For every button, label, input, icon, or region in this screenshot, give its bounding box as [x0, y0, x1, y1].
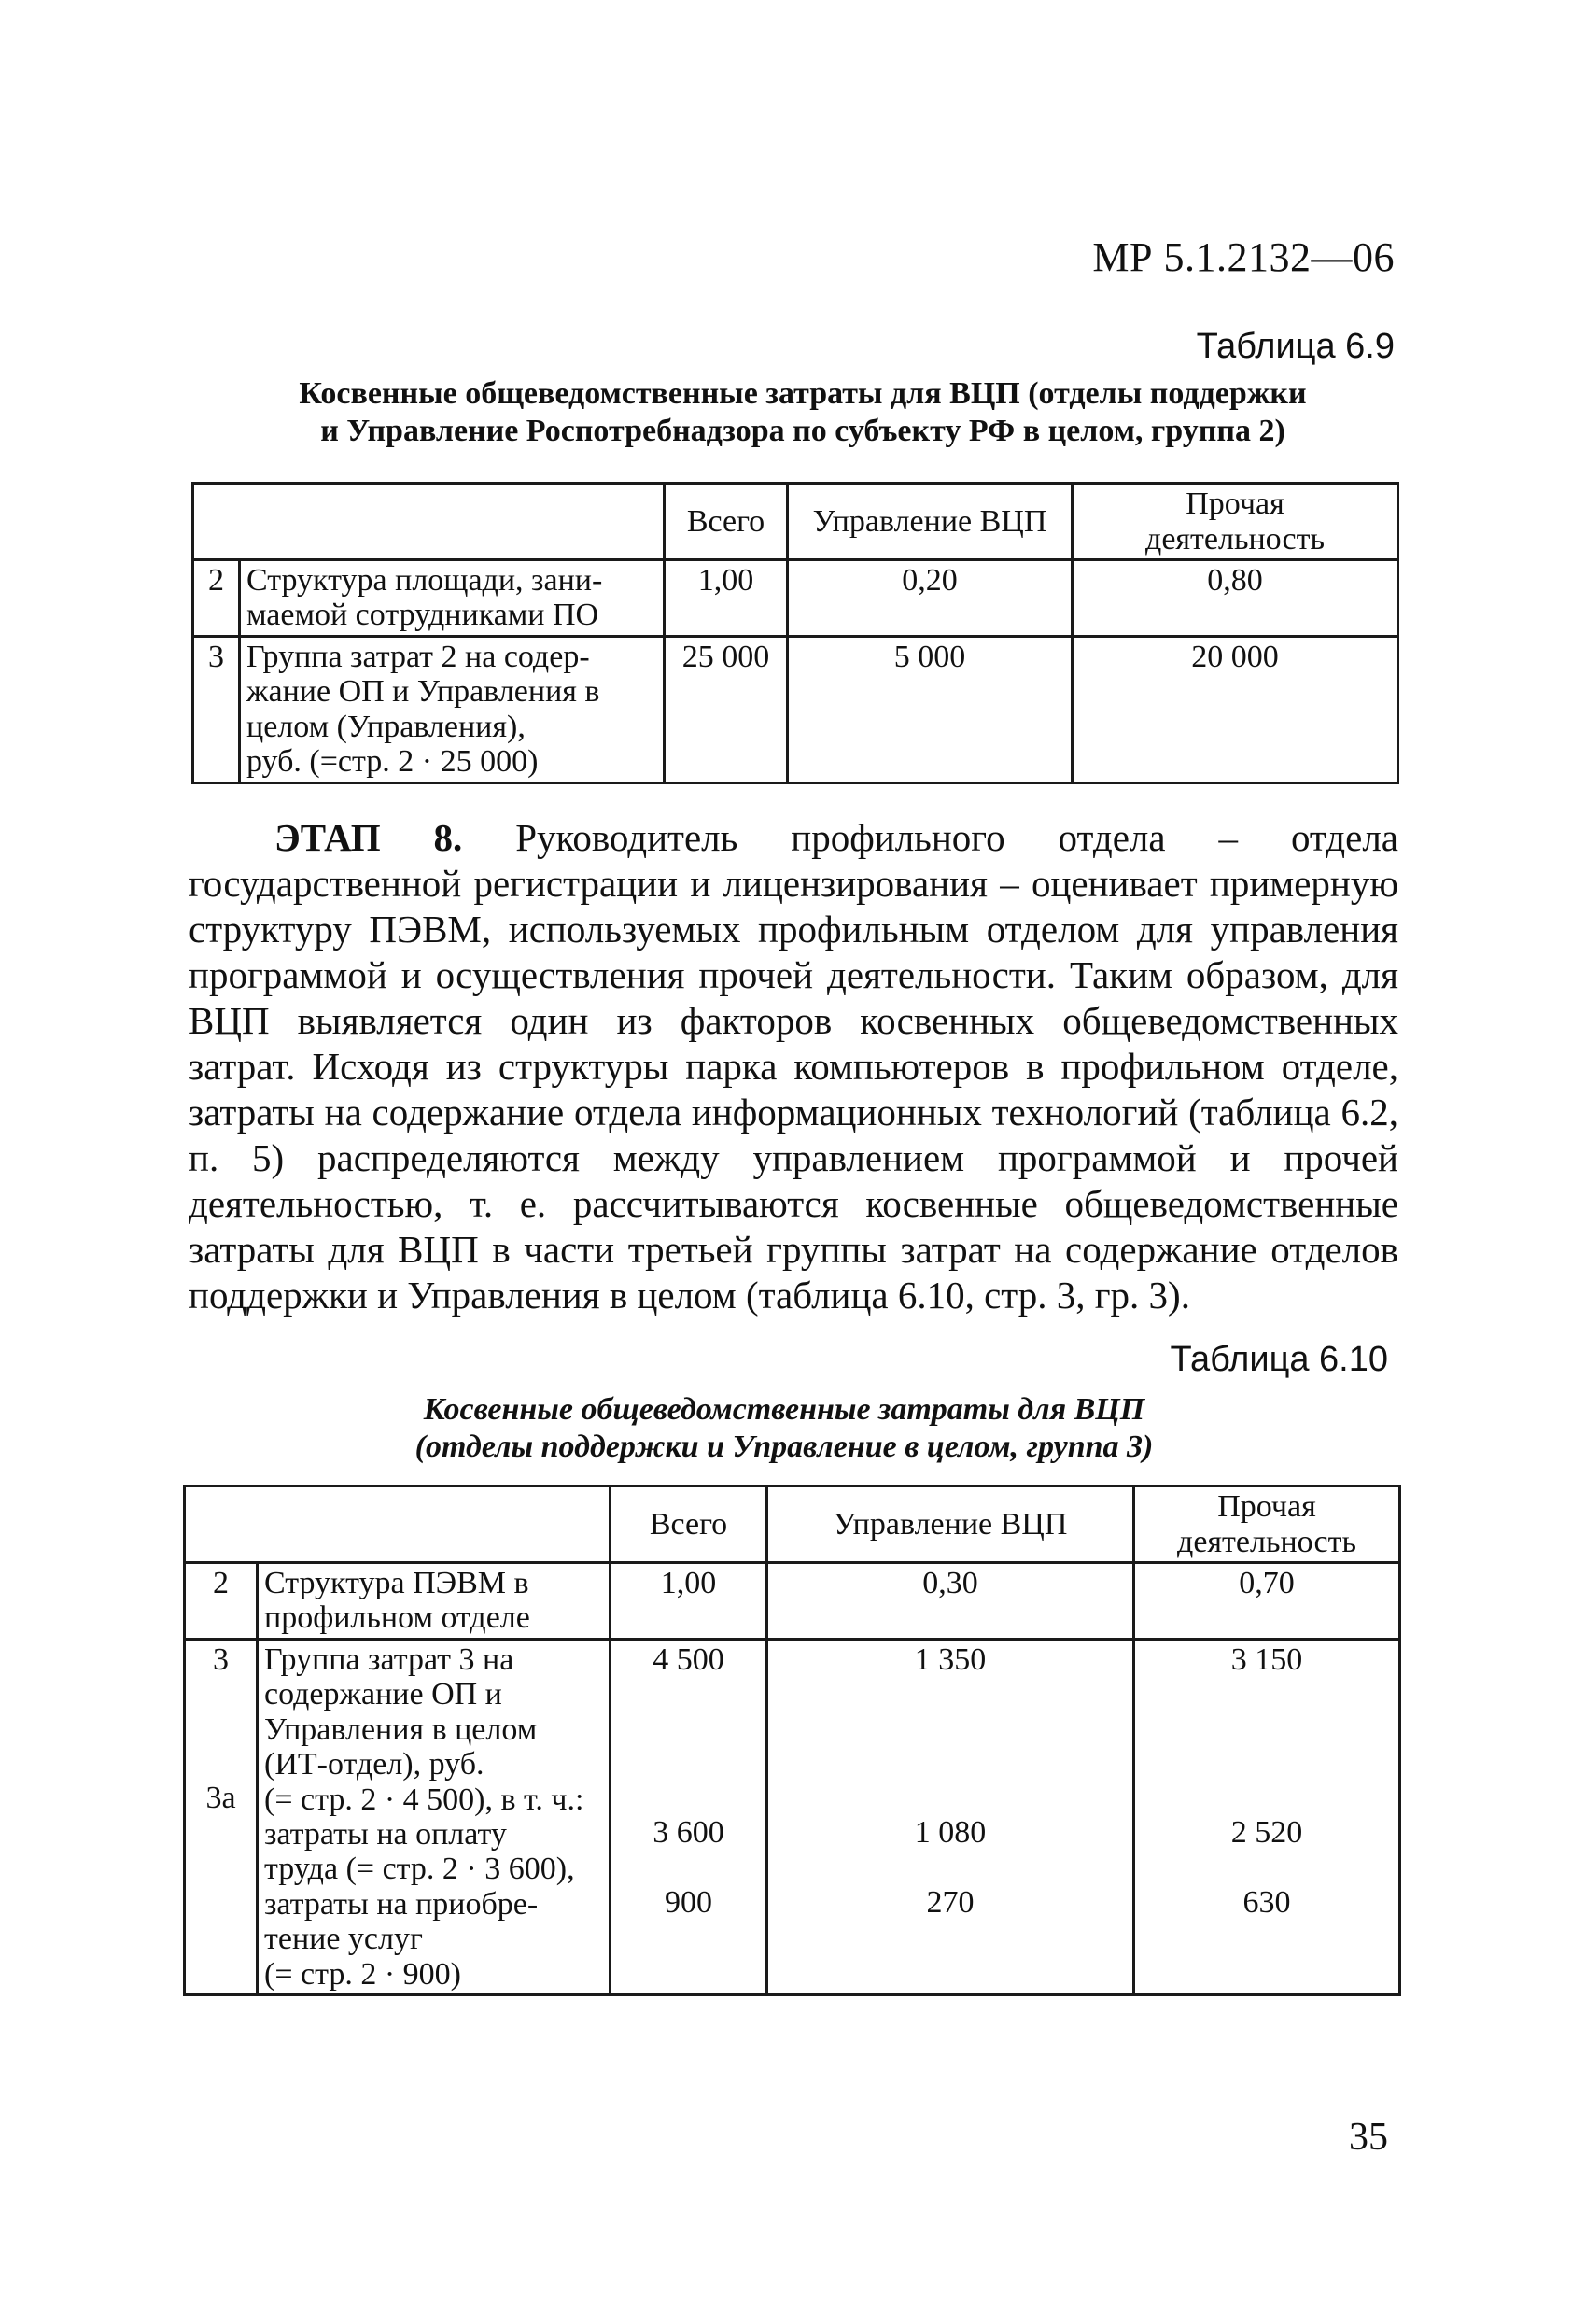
- row-description: [258, 1563, 611, 1640]
- description-line: Группа затрат 2 на содер-: [246, 640, 590, 674]
- table-row: [193, 560, 1398, 637]
- description-line: жание ОП и Управления в: [246, 674, 600, 710]
- row-number: 2: [185, 1563, 258, 1640]
- table-6-10-title-line: Косвенные общеведомственные затраты для ВЦП: [423, 1392, 1145, 1427]
- table-row: [193, 637, 1398, 783]
- value-labor: 2 520: [1230, 1815, 1303, 1851]
- description-line: Структура ПЭВМ в: [264, 1566, 529, 1600]
- value-services: 630: [1242, 1884, 1291, 1920]
- value-labor: 1 080: [914, 1815, 987, 1851]
- cell-total: 1,00: [665, 560, 788, 637]
- description-line: Группа затрат 3 на: [264, 1642, 514, 1677]
- stage-8-paragraph: [189, 815, 1398, 1318]
- header-other-line: Прочая: [1217, 1489, 1316, 1525]
- cell-total: [611, 1640, 767, 1995]
- description-line: Структура площади, зани-: [246, 563, 603, 598]
- table-6-9: [191, 482, 1399, 784]
- description-line: Управления в целом: [264, 1711, 538, 1747]
- cell-other: [1134, 1640, 1400, 1995]
- description-line: содержание ОП и: [264, 1677, 502, 1712]
- cell-vcp: 0,20: [788, 560, 1073, 637]
- table-6-10-title: [355, 1391, 1214, 1466]
- table-6-10-title-line: (отделы поддержки и Управление в целом, группа 3): [414, 1430, 1154, 1465]
- table-header-row: [185, 1486, 1400, 1563]
- stage-text: Руководитель профильного отдела – отдела государственной регистрации и лицензирования – оценивает примерную структуру ПЭВМ, используемых профильным отделом для управления программой и осуществления прочей деятельности. Таким образом, для ВЦП выявляется один из факторов косвенных общеведомственных затрат. Исходя из структуры парка компьютеров в профильном отделе, затраты на содержание отдела информационных технологий (таблица 6.2, п. 5) распределяются между управлением программой и прочей деятельностью, т. е. рассчитываются косвенные общеведомственные затраты для ВЦП в части третьей группы затрат на содержание отделов поддержки и Управления в целом (таблица 6.10, стр. 3, гр. 3).: [189, 816, 1399, 1317]
- description-line: труда (= стр. 2 · 3 600),: [264, 1852, 575, 1887]
- description-line: маемой сотрудниками ПО: [246, 598, 599, 633]
- header-empty-cell: [185, 1486, 611, 1563]
- description-line: руб. (=стр. 2 · 25 000): [246, 744, 539, 780]
- description-line: затраты на приобре-: [264, 1886, 539, 1922]
- table-6-9-title-line: и Управление Роспотребнадзора по субъекту РФ в целом, группа 2): [320, 414, 1285, 449]
- cell-total: 25 000: [665, 637, 788, 783]
- table-6-10-label: Таблица 6.10: [1170, 1340, 1388, 1379]
- header-total: Всего: [611, 1486, 767, 1563]
- header-vcp: Управление ВЦП: [767, 1486, 1134, 1563]
- description-line: (ИТ-отдел), руб.: [264, 1747, 484, 1782]
- cell-total: 1,00: [611, 1563, 767, 1640]
- row-number-sub: 3а: [205, 1781, 236, 1816]
- header-other: [1073, 484, 1398, 560]
- row-number: [185, 1640, 258, 1995]
- value-group: 3 150: [1230, 1642, 1303, 1677]
- description-line: тение услуг: [264, 1922, 423, 1957]
- stage-label: ЭТАП 8.: [274, 816, 463, 859]
- description-line: (= стр. 2 · 4 500), в т. ч.:: [264, 1782, 584, 1817]
- header-other-line: Прочая: [1186, 486, 1284, 522]
- table-6-9-title: [205, 375, 1400, 450]
- cell-other: 20 000: [1073, 637, 1398, 783]
- header-total: Всего: [665, 484, 788, 560]
- table-header-row: [193, 484, 1398, 560]
- cell-other: 0,80: [1073, 560, 1398, 637]
- header-vcp: Управление ВЦП: [788, 484, 1073, 560]
- cell-vcp: 0,30: [767, 1563, 1134, 1640]
- table-6-10: [183, 1485, 1401, 1996]
- header-empty-cell: [193, 484, 665, 560]
- description-line: целом (Управления),: [246, 709, 526, 744]
- row-number: 3: [193, 637, 240, 783]
- value-services: 270: [926, 1884, 975, 1920]
- value-group: 4 500: [653, 1642, 724, 1677]
- row-number-main: 3: [213, 1642, 229, 1677]
- cell-vcp: [767, 1640, 1134, 1995]
- description-line: профильном отделе: [264, 1600, 530, 1636]
- row-description: [258, 1640, 611, 1995]
- value-labor: 3 600: [653, 1815, 724, 1851]
- description-line: затраты на оплату: [264, 1816, 507, 1852]
- table-6-9-label: Таблица 6.9: [1196, 327, 1395, 366]
- cell-vcp: 5 000: [788, 637, 1073, 783]
- table-row: [185, 1640, 1400, 1995]
- table-6-9-title-line: Косвенные общеведомственные затраты для ВЦП (отделы поддержки: [299, 376, 1307, 411]
- document-code: МР 5.1.2132—06: [1092, 234, 1395, 280]
- header-other-line: деятельность: [1177, 1524, 1356, 1559]
- row-description: [240, 560, 665, 637]
- description-line: (= стр. 2 · 900): [264, 1956, 462, 1992]
- table-row: [185, 1563, 1400, 1640]
- row-number: 2: [193, 560, 240, 637]
- value-services: 900: [665, 1884, 712, 1920]
- value-group: 1 350: [914, 1642, 987, 1677]
- header-other-line: деятельность: [1145, 521, 1325, 556]
- row-description: [240, 637, 665, 783]
- cell-other: 0,70: [1134, 1563, 1400, 1640]
- page-number: 35: [1349, 2116, 1388, 2159]
- header-other: [1134, 1486, 1400, 1563]
